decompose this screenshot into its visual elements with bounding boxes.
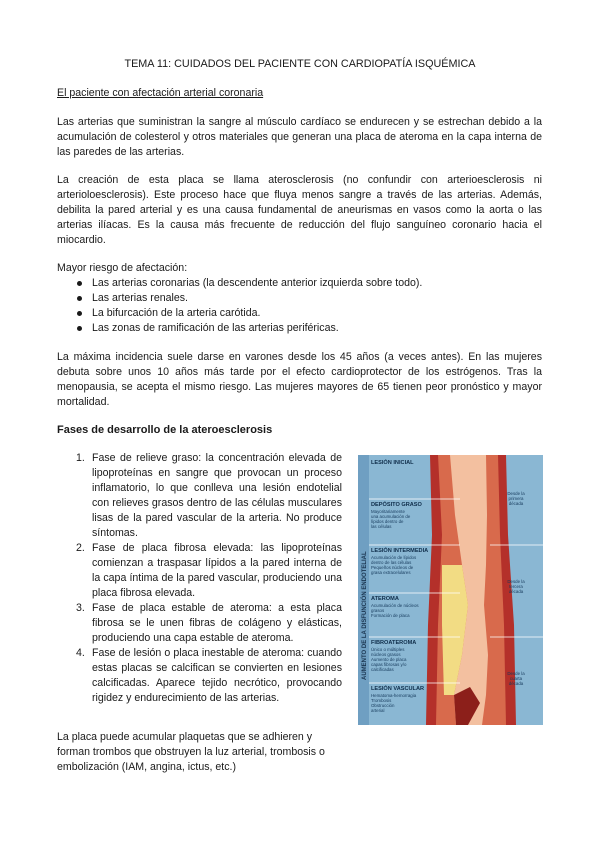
section-subtitle: El paciente con afectación arterial coronaria	[57, 87, 264, 99]
age-label: primera	[508, 496, 524, 501]
age-label: década	[508, 681, 524, 686]
phase-text: Fase de lesión o placa inestable de ateroma: cuando estas placas se calcifican se convierten en lesiones calcificadas. Aparece tejido necrótico, provocando rigidez y endurecimiento de las arterias.	[92, 647, 342, 704]
stage-desc: Mayoritariamente	[371, 509, 405, 514]
age-label: década	[508, 501, 524, 506]
phase-text: Fase de placa estable de ateroma: a esta placa fibrosa se le unen fibras de colágeno y elásticas, produciendo una capa estable de ateroma.	[92, 602, 342, 644]
age-label: tercera	[509, 584, 523, 589]
side-label: AUMENTO DE LA DISFUNCIÓN ENDOTELIAL	[362, 551, 368, 680]
list-item: La bifurcación de la arteria carótida.	[70, 306, 422, 321]
stage-desc: Formación de placa	[371, 613, 410, 618]
age-label: década	[508, 589, 524, 594]
age-label: Desde la	[507, 579, 525, 584]
age-label: Desde la	[507, 671, 525, 676]
atherosclerosis-figure	[358, 455, 543, 725]
list-item	[76, 601, 342, 646]
stage-desc: Único o múltiples	[371, 647, 405, 652]
stage-desc: núcleos grasos	[371, 652, 401, 657]
phase-text: Fase de placa fibrosa elevada: las lipoproteínas comienzan a traspasar lípidos a la pared interna de la capa íntima de la pared vascular, produciendo una placa fibrosa elevada.	[92, 542, 342, 599]
stage-desc: dentro de las células	[371, 560, 412, 565]
stage-desc: Obstrucción	[371, 703, 395, 708]
intro-paragraph: Las arterias que suministran la sangre al músculo cardíaco se endurecen y se estrechan debido a la acumulación de colesterol y otros materiales que generan una placa de ateroma en la capa interna de las paredes de las arterias.	[57, 116, 542, 158]
phase-number: 2.	[76, 542, 85, 554]
stage-desc: una acumulación de	[371, 514, 411, 519]
phase-number: 4.	[76, 647, 85, 659]
phase-number: 1.	[76, 452, 85, 464]
stage-desc: capas fibrosas y/o	[371, 662, 407, 667]
phase-number: 3.	[76, 602, 85, 614]
stage-desc: Acumulación de núcleos	[371, 603, 419, 608]
stage-desc: Acumulación de lípidos	[371, 555, 417, 560]
stage-title: FIBROATEROMA	[371, 640, 417, 646]
stage-desc: Pequeños núcleos de	[371, 565, 414, 570]
list-item	[76, 451, 342, 541]
phase-text: Fase de relieve graso: la concentración elevada de lipoproteínas en sangre que provocan un proceso inflamatorio, lo que conlleva una lesión endotelial con relieves grasos dentro de las células musculares lisas de la pared vascular de la arteria. No produce síntomas.	[92, 452, 342, 539]
stage-desc: grasa extracelulares	[371, 570, 411, 575]
stage-desc: Hematoma-hemorragia	[371, 693, 417, 698]
stage-desc: Trombosis	[371, 698, 392, 703]
list-item: Las arterias coronarias (la descendente anterior izquierda sobre todo).	[70, 276, 422, 291]
stage-title: LESIÓN VASCULAR	[371, 686, 425, 692]
stage-desc: Aumento de placa	[371, 657, 407, 662]
stage-desc: las células	[371, 524, 392, 529]
stage-desc: lípidos dentro de	[371, 519, 404, 524]
atherosclerosis-paragraph: La creación de esta placa se llama aterosclerosis (no confundir con arterioesclerosis ni arterioloesclerosis). Este proceso hace que fluya menos sangre a través de las arterias. Además, debilita la pared arterial y es una causa fundamental de aneurismas en vasos como la aorta o las arterias ilíacas. Es la causa más frecuente de reducción del flujo sanguíneo coronario hacia el miocardio.	[57, 174, 542, 246]
phases-heading: Fases de desarrollo de la ateroesclerosis	[57, 424, 273, 436]
phases-list	[76, 451, 342, 706]
list-item	[76, 646, 342, 706]
list-item: Las zonas de ramificación de las arterias periféricas.	[70, 321, 422, 336]
stage-title: LESIÓN INTERMEDIA	[371, 548, 429, 554]
stage-desc: calcificadas	[371, 667, 394, 672]
age-label: cuarta	[509, 676, 523, 681]
page-title: TEMA 11: CUIDADOS DEL PACIENTE CON CARDIOPATÍA ISQUÉMICA	[124, 58, 476, 70]
stage-title: ATEROMA	[371, 596, 399, 602]
incidence-paragraph: La máxima incidencia suele darse en varones desde los 45 años (a veces antes). En las mujeres debuta sobre unos 10 años más tarde por el efecto cardioprotector de los estrógenos. Tras la menopausia, se acepta el mismo riesgo. Las mujeres mayores de 65 tienen peor pronóstico y mayor mortalidad.	[57, 351, 542, 408]
list-item	[76, 541, 342, 601]
risk-list	[70, 276, 422, 336]
risk-intro: Mayor riesgo de afectación:	[57, 262, 188, 274]
stage-desc: grasos	[371, 608, 385, 613]
stage-title: LESIÓN INICIAL	[371, 460, 414, 466]
stage-desc: arterial	[371, 708, 385, 713]
list-item: Las arterias renales.	[70, 291, 422, 306]
final-paragraph: La placa puede acumular plaquetas que se adhieren y forman trombos que obstruyen la luz arterial, trombosis o embolización (IAM, angina, ictus, etc.)	[57, 731, 325, 773]
age-label: Desde la	[507, 491, 525, 496]
stage-title: DEPÓSITO GRASO	[371, 502, 422, 508]
